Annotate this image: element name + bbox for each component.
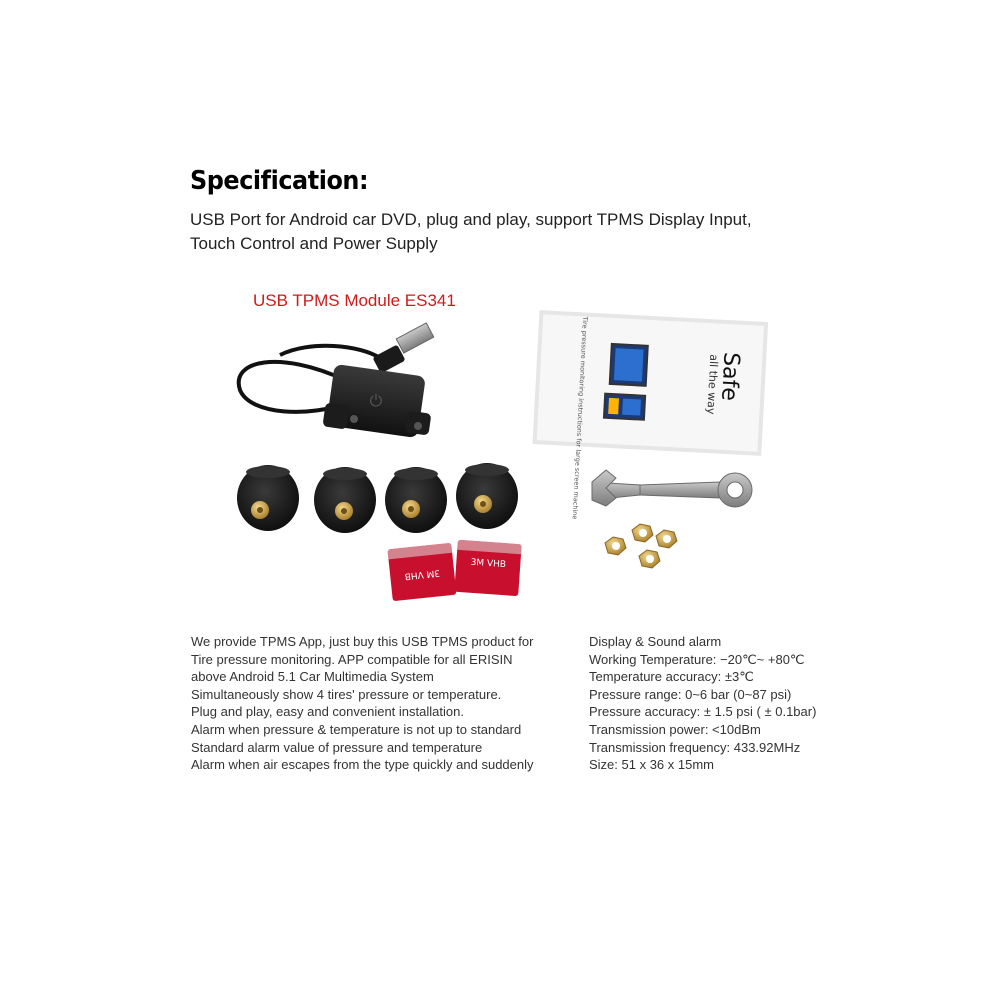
manual-caption: Tire pressure monitoring instructions for large screen machine [570,316,590,520]
spec-line: Temperature accuracy: ±3℃ [589,669,754,685]
feature-line: Alarm when pressure & temperature is not up to standard [191,721,522,737]
brass-nut [639,550,660,568]
adhesive-pad [387,543,456,601]
intro-line: Touch Control and Power Supply [190,234,438,253]
tire-sensor [237,465,299,531]
tire-sensor [456,463,518,529]
adhesive-pad [454,540,521,596]
spec-line: Pressure range: 0~6 bar (0~87 psi) [589,686,792,702]
features-list [191,633,534,774]
pad-label: 3M VHB [404,567,441,581]
feature-line: Simultaneously show 4 tires' pressure or temperature. [191,686,502,702]
power-icon: ⏻ [369,391,383,410]
intro-text [190,208,790,256]
page-heading: Specification: [190,166,369,196]
spec-line: Working Temperature: −20℃~ +80℃ [589,651,805,667]
brass-nut [632,524,653,542]
intro-line: USB Port for Android car DVD, plug and play, support TPMS Display Input, [190,210,752,229]
spec-line: Transmission frequency: 433.92MHz [589,739,801,755]
tire-sensor [314,467,376,533]
manual-title: Safe [716,351,744,402]
pad-label: 3M VHB [470,557,507,571]
specs-list [589,633,816,774]
brass-nut [605,537,626,555]
feature-line: Tire pressure monitoring. APP compatible for all ERISIN [191,651,513,667]
tire-sensor [385,467,447,533]
spec-line: Transmission power: <10dBm [589,721,761,737]
feature-line: Standard alarm value of pressure and temperature [191,739,483,755]
wrench [592,470,752,507]
brass-nut [656,530,677,548]
manual-subtitle: all the way [704,353,721,415]
feature-line: We provide TPMS App, just buy this USB TPMS product for [191,634,534,649]
spec-line: Display & Sound alarm [589,634,722,649]
spec-line: Size: 51 x 36 x 15mm [589,757,714,773]
usb-module [239,323,434,438]
feature-line: Alarm when air escapes from the type quickly and suddenly [191,757,534,773]
feature-line: Plug and play, easy and convenient installation. [191,704,464,720]
product-photo [220,310,800,610]
spec-line: Pressure accuracy: ± 1.5 psi ( ± 0.1bar) [589,704,817,720]
feature-line: above Android 5.1 Car Multimedia System [191,669,434,685]
module-title: USB TPMS Module ES341 [253,291,456,310]
